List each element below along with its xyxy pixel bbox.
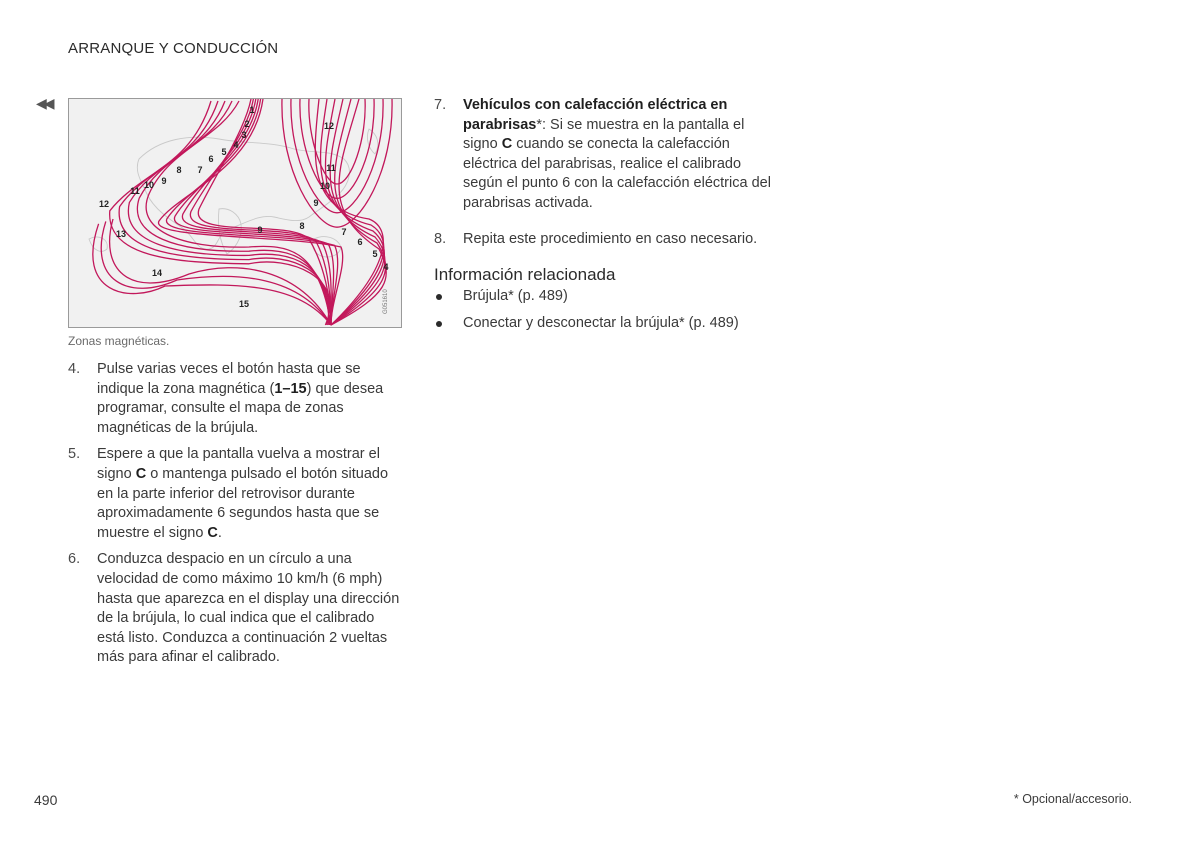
zone-label: 12	[323, 121, 335, 131]
zone-label: 4	[233, 140, 239, 150]
list-item: 6. Conduzca despacio en un círculo a una velocidad de como máximo 10 km/h (6 mph) hasta que aparezca en el display una dirección de la brújula, lo cual indica que el calibrado está listo. Conduzca a continuación 2 vueltas más para afinar el calibrado.	[68, 551, 400, 666]
zone-contour-line	[190, 99, 331, 325]
zone-label: 4	[383, 262, 389, 272]
figure-code: G051610	[383, 289, 389, 314]
zone-label: 10	[319, 181, 331, 191]
related-link[interactable]: Brújula* (p. 489)	[434, 287, 774, 307]
zone-label: 8	[176, 165, 182, 175]
zone-label: 7	[341, 227, 347, 237]
footnote: * Opcional/accesorio.	[1013, 792, 1132, 806]
bullet-icon	[436, 321, 442, 327]
zone-label: 7	[197, 165, 203, 175]
zone-label: 6	[357, 237, 363, 247]
double-chevron-left-icon[interactable]: ◀◀	[36, 95, 52, 111]
list-item: 4. Pulse varias veces el botón hasta que se indique la zona magnética (1–15) que desea programar, consulte el mapa de zonas magnéticas de la brújula.	[68, 361, 384, 436]
zone-label: 13	[115, 229, 127, 239]
related-info-heading: Información relacionada	[434, 265, 616, 285]
step-number: 8.	[434, 230, 447, 247]
related-link[interactable]: Conectar y desconectar la brújula* (p. 489)	[434, 314, 774, 334]
zone-label: 10	[143, 180, 155, 190]
c-sign: C	[135, 465, 147, 482]
zone-label: 11	[130, 186, 140, 196]
zone-label: 3	[241, 130, 247, 140]
zone-contour-line	[330, 99, 385, 325]
zone-label: 9	[313, 198, 319, 208]
magnetic-zones-map	[68, 98, 402, 328]
steps-right-column	[434, 96, 774, 340]
zone-contour-line	[282, 99, 392, 227]
list-item: 7. Vehículos con calefacción eléctrica en parabrisas*: Si se muestra en la pantalla el signo C cuando se conecta la calefacción eléctrica del parabrisas, realice el calibrado según el punto 6 con la calefacción eléctrica del parabrisas activada.	[434, 97, 771, 211]
figure-caption: Zonas magnéticas.	[68, 334, 170, 348]
section-title: ARRANQUE Y CONDUCCIÓN	[68, 40, 279, 57]
zone-label: 9	[161, 176, 167, 186]
zone-contour-line	[110, 101, 330, 325]
zone-label: 8	[299, 221, 305, 231]
zone-label: 15	[238, 299, 250, 309]
zone-label: 9	[257, 225, 263, 235]
steps-left-column	[68, 360, 403, 675]
c-sign: C	[207, 524, 218, 541]
zone-labels	[99, 105, 389, 309]
zone-label: 14	[151, 268, 163, 278]
page-number: 490	[34, 792, 58, 808]
zone-label: 2	[244, 119, 250, 129]
zone-label: 5	[221, 147, 227, 157]
zone-label: 11	[326, 163, 336, 173]
c-sign: C	[501, 136, 513, 153]
list-item: 8. Repita este procedimiento en caso necesario.	[434, 230, 774, 250]
step-heading: Vehículos con calefacción eléctrica en parabrisas	[463, 97, 728, 133]
zone-label: 6	[208, 154, 214, 164]
bullet-icon	[436, 294, 442, 300]
step-number: 7.	[434, 97, 447, 113]
step-number: 6.	[68, 551, 81, 568]
list-item: 5. Espere a que la pantalla vuelva a mostrar el signo C o mantenga pulsado el botón situado en la parte inferior del retrovisor durante aproximadamente 6 segundos hasta que se muestre el signo C.	[68, 446, 389, 541]
zone-label: 1	[249, 105, 255, 115]
step-number: 5.	[68, 446, 81, 463]
zone-label: 12	[98, 199, 110, 209]
step-number: 4.	[68, 361, 81, 377]
zone-label: 5	[372, 249, 378, 259]
zone-range: 1–15	[274, 380, 307, 397]
